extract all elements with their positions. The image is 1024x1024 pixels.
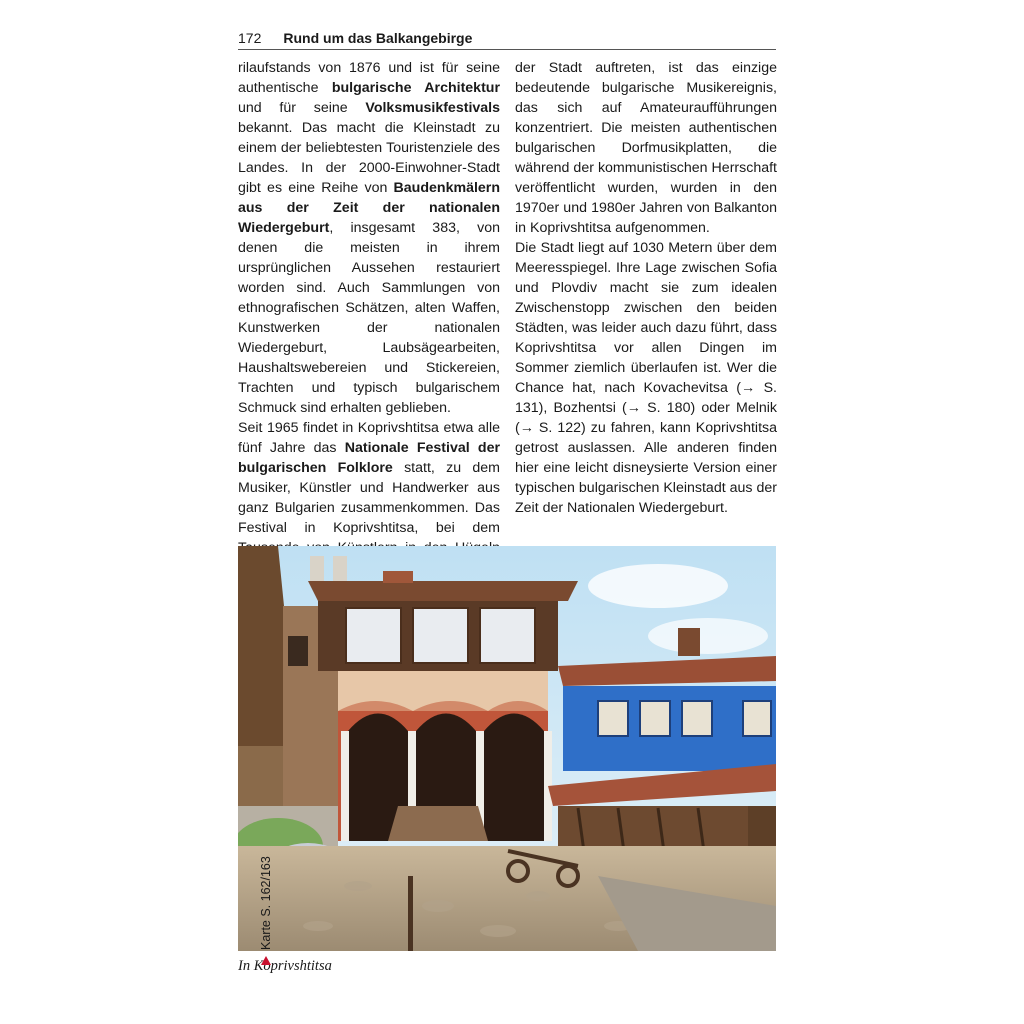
map-reference xyxy=(206,856,326,965)
page-header xyxy=(238,30,776,50)
running-title: Rund um das Balkangebirge xyxy=(283,30,473,46)
paragraph: Die Stadt liegt auf 1030 Metern über dem Meeresspiegel. Ihre Lage zwischen Sofia und Plovdiv macht sie zum idealen Zwischenstopp zwischen den beiden Städten, was leider auch dazu führt, dass Koprivshtitsa vor allen Dingen im Sommer ziemlich überlaufen ist. Wer die Chance hat, nach Kovachevitsa (→ S. 131), Bozhentsi (→ S. 180) oder Melnik (→ S. 122) zu fahren, kann Koprivshtitsa getrost auslassen. Alle anderen finden hier eine leicht disneysierte Version einer typischen bulgarischen Kleinstadt aus der Zeit der Nationalen Wiedergeburt. xyxy=(515,240,777,516)
bold-term: Volksmusikfestivals xyxy=(365,100,500,116)
page-number: 172 xyxy=(238,30,262,46)
paragraph: rilaufstands von 1876 und ist für seine authentische bulgarische Architektur und für seine Volksmusikfestivals bekannt. Das macht die Kleinstadt zu einem der beliebtesten Touristenziele des Landes. In der 2000-Einwohner-Stadt gibt es eine Reihe von Baudenkmälern aus der Zeit der nationalen Wiedergeburt, insgesamt 383, von denen die meisten in ihrem ursprünglichen Aussehen restauriert worden sind. Auch Sammlungen von ethnografischen Schätzen, alten Waffen, Kunstwerken der nationalen Wiedergeburt, Laubsägearbeiten, Haushaltswebereien und Stickereien, Trachten und typisch bulgarischem Schmuck sind erhalten geblieben. xyxy=(238,60,500,416)
photo-caption: In Koprivshtitsa xyxy=(238,958,332,974)
paragraph: Seit 1965 findet in Koprivshtitsa etwa alle fünf Jahre das Nationale Festival der bulgarischen Folklore statt, zu dem Musiker, Künstler und Handwerker aus ganz Bulgarien zusammenkommen. Das Festival in Koprivshtitsa, bei dem xyxy=(238,420,500,536)
koprivshtitsa-photo xyxy=(238,546,776,951)
bold-term: bulgarische Architektur xyxy=(331,80,500,96)
text-column-right xyxy=(515,58,777,518)
bold-term: Baudenkmälern aus der Zeit der nationalen Wiedergeburt xyxy=(238,180,500,236)
red-triangle-icon xyxy=(261,956,271,965)
map-reference-label: Karte S. 162/163 xyxy=(259,856,273,950)
bold-term: Nationale Festival der bulgarischen Folklore xyxy=(238,440,500,476)
paragraph: der Stadt auftreten, ist das einzige bedeutende bulgarische Musikereignis, das sich auf Amateuraufführungen konzentriert. Die meisten authentischen bulgarischen Dorfmusikplatten, die während der kommunistischen Herrschaft veröffentlicht wurden, wurden in den 1970er und 1980er Jahren von Balkanton in Koprivshtitsa aufgenommen. xyxy=(515,60,777,236)
text-column-left xyxy=(238,58,500,578)
